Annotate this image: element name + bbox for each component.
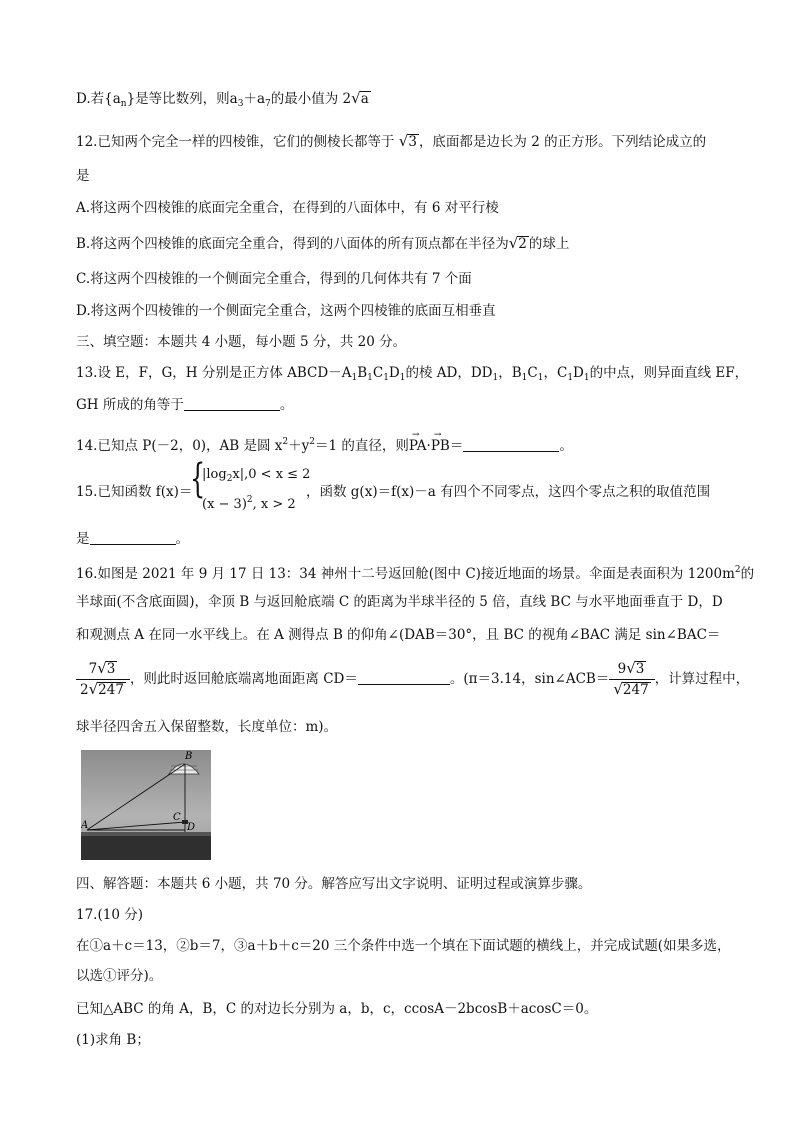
q11-option-d: D.若$\{a_n\}$是等比数列，则$a_3+a_7$的最小值为 2√a (76, 89, 369, 109)
q12-option-a: A.将这两个四棱锥的底面完全重合，在得到的八面体中，有 6 对平行棱 (76, 200, 499, 216)
q15-answer-blank[interactable] (90, 530, 176, 545)
point-c-label: C (173, 812, 181, 823)
q12-option-c: C.将这两个四棱锥的一个侧面完全重合，得到的几何体共有 7 个面 (76, 271, 472, 287)
q16-answer-blank[interactable] (358, 670, 450, 685)
q16-line3: 和观测点 A 在同一水平线上。在 A 测得点 B 的仰角∠(DAB＝30°，且 BC 的视角∠BAC 满足 sin∠BAC＝ (76, 627, 721, 643)
q16-line2: 半球面(不含底面圆)，伞顶 B 与返回舱底端 C 的距离为半球半径的 5 倍，直线 BC 与水平地面垂直于 D，D (76, 594, 723, 610)
q16-line1: 16.如图是 2021 年 9 月 17 日 13：34 神州十二号返回舱(图中 C)接近地面的场景。伞面是表面积为 $1200m^2$的 (76, 565, 755, 582)
point-b-label: B (185, 751, 193, 762)
q16-photo-figure (81, 750, 211, 860)
point-d-label: D (187, 822, 196, 833)
fraction-sin-acb: $\frac{9√3}{√247}$ (609, 660, 654, 699)
q16-line5: 球半径四舍五入保留整数，长度单位：m)。 (76, 719, 338, 735)
brace-icon: { (190, 456, 206, 502)
q12-option-d: D.将这两个四棱锥的一个侧面完全重合，这两个四棱锥的底面互相垂直 (76, 303, 496, 319)
point-a-label: A (81, 820, 89, 831)
q12-stem-line2: 是 (76, 168, 90, 184)
q15-line2: 是 。 (76, 531, 189, 547)
q16-line4: $\frac{7√3}{2√247}$ ，则此时返回舱底端离地面距离 CD＝ 。(π＝3.14，sin∠ACB＝ $\frac{9√3}{√247}$ ，计算过程中， (76, 660, 749, 699)
q14-answer-blank[interactable] (463, 437, 559, 452)
q15-line1-rest: ，函数 g(x)＝f(x)－a 有四个不同零点，这四个零点之积的取值范围 (306, 484, 711, 500)
q15-piecewise: { $|\log_2x|,0 < x \le 2$ $(x - 3)^2$, x > 2 (190, 456, 311, 512)
q17-part1: (1)求角 B； (76, 1032, 150, 1048)
q12-stem-line1: 12.已知两个完全一样的四棱锥，它们的侧棱长都等于 √3 ，底面都是边长为 2 的正方形。下列结论成立的 (76, 132, 707, 150)
q12-option-b: B.将这两个四棱锥的底面完全重合，得到的八面体的所有顶点都在半径为√2 的球上 (76, 234, 570, 252)
section-3-heading: 三、填空题：本题共 4 小题，每小题 5 分，共 20 分。 (76, 334, 407, 350)
q14-line: 14.已知点 P(－2，0)，AB 是圆 $x^2+y^2=1$ 的直径，则→ PA·→ PB＝ 。 (76, 433, 573, 455)
q15-line1: 15.已知函数 f(x)＝ (76, 484, 193, 500)
q13-answer-blank[interactable] (184, 396, 280, 411)
q13-line2: GH 所成的角等于 。 (76, 397, 294, 413)
fraction-sin-bac: $\frac{7√3}{2√247}$ (76, 660, 130, 699)
q17-header: 17.(10 分) (76, 907, 143, 923)
parachute-scene-image (81, 750, 211, 860)
q17-line1: 在①a＋c＝13，②b＝7，③a＋b＋c＝20 三个条件中选一个填在下面试题的横线上，并完成试题(如果多选， (76, 938, 731, 954)
q17-line3: 已知△ABC 的角 A，B，C 的对边长分别为 a，b，c，ccosA－2bcosB＋acosC＝0。 (76, 1001, 598, 1017)
section-4-heading: 四、解答题：本题共 6 小题，共 70 分。解答应写出文字说明、证明过程或演算步骤。 (76, 876, 592, 892)
q17-line2: 以选①评分)。 (76, 968, 163, 984)
q13-line1: 13.设 E，F，G，H 分别是正方体 $ABCD-A_1B_1C_1D_1$的棱 AD，$DD_1$，$B_1C_1$，$C_1D_1$的中点，则异面直线 EF， (76, 365, 749, 383)
